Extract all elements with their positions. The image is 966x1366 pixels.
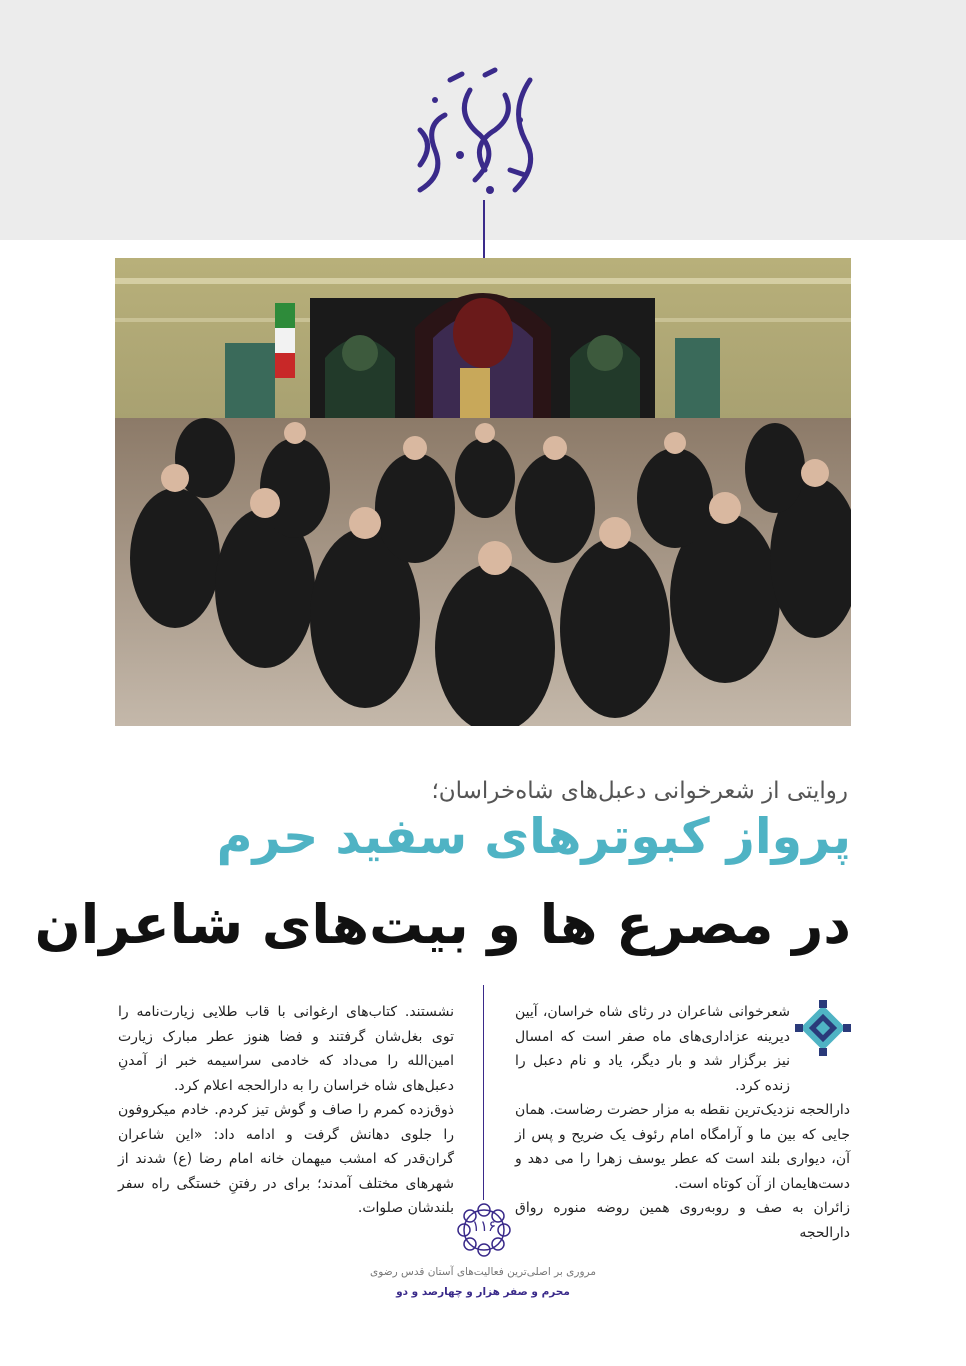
photo-label: mourning-ceremony-photo bbox=[115, 258, 129, 259]
paragraph: نشستند. کتاب‌های ارغوانی با قاب طلایی زیارت‌نامه را توی بغل‌شان گرفتند و فضا هنوز عطر مبارک زیارت امین‌الله را می‌داد که خادمی سراسیمه خبر از آمدنِ دعبل‌های شاه خراسان را به دارالحجه اعلام کرد. bbox=[118, 1004, 454, 1094]
paragraph: دارالحجه نزدیک‌ترین نقطه به مزار حضرت رضاست. همان جایی که بین ما و آرامگاه امام رئوف یک ضریح و پس از آن، دیواری بلند است که عطر یوسف زهرا را می دهد و دست‌هایمان از آن کوتاه است. bbox=[515, 1102, 850, 1192]
footer-issue-line: محرم و صفر هزار و چهارصد و دو bbox=[396, 1286, 570, 1298]
footer-publication-line: مروری بر اصلی‌ترین فعالیت‌های آستان قدس رضوی bbox=[370, 1266, 596, 1278]
headline-line-1: پرواز کبوترهای سفید حرم bbox=[216, 808, 851, 865]
spine-line bbox=[483, 200, 485, 260]
article-column-right bbox=[515, 1000, 850, 1245]
headline-line-2: در مصرع ها و بیت‌های شاعران bbox=[34, 893, 851, 956]
page-number: ۱۱۶ bbox=[471, 1217, 497, 1235]
masthead-logo-text: متن خادم رواق bbox=[471, 208, 479, 209]
article-column-left bbox=[118, 1000, 454, 1221]
paragraph: ذوق‌زده کمرم را صاف و گوش تیز کردم. خادم میکروفون را جلوی دهانش گرفت و ادامه داد: «این شاعران گران‌قدر که امشب میهمان خانه امام رضا (ع) شدند از شهرهای مختلف آمدند؛ برای در رفتنِ خستگی راه سفر بلندشان صلوات. bbox=[118, 1102, 454, 1216]
paragraph: زائران به صف و روبه‌روی همین روضه منوره رواق دارالحجه bbox=[515, 1200, 850, 1241]
article-kicker: روایتی از شعرخوانی دعبل‌های شاه‌خراسان؛ bbox=[431, 778, 848, 804]
ceremony-photo bbox=[115, 258, 851, 726]
column-divider bbox=[483, 985, 484, 1200]
masthead-logo bbox=[390, 60, 560, 210]
paragraph: شعرخوانی شاعران در رثای شاه خراسان، آیین دیرینه عزاداری‌های ماه صفر است که امسال نیز برگزار شد و بار دیگر، یاد و نام دعبل را زنده کرد. bbox=[515, 1004, 790, 1094]
